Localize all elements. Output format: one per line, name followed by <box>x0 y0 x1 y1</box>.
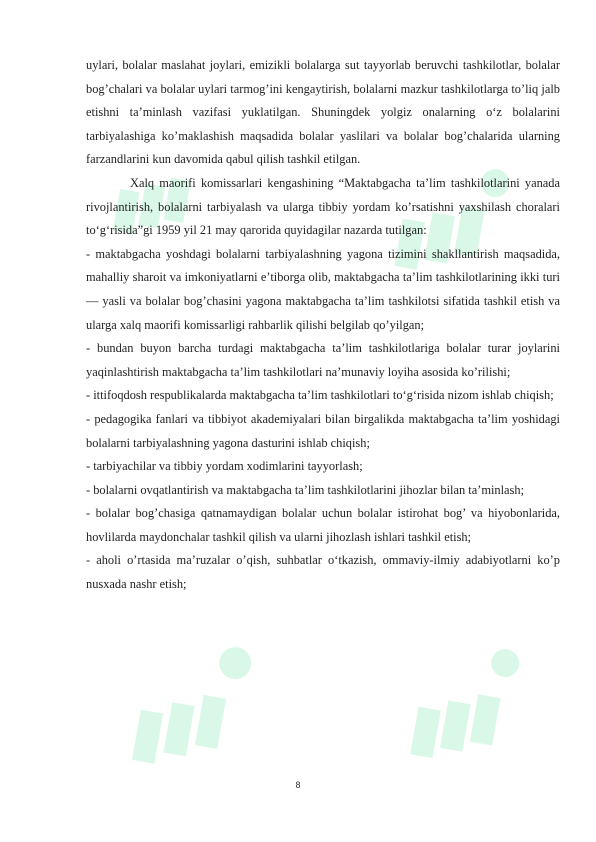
list-item: - aholi o’rtasida ma’ruzalar o’qish, suhbatlar o‘tkazish, ommaviy-ilmiy adabiyotlarni ko’p nusxada nashr etish; <box>86 553 560 592</box>
page-number: 8 <box>295 780 301 790</box>
paragraph-decree-intro: Xalq maorifi komissarlari kengashining “Maktabgacha ta’lim tashkilotlarini yanada rivojlantirish, bolalarni tarbiyalash va ularga tibbiy yordam ko’rsatishni yaxshilash choralari to‘g‘risida”gi 1959 yil 21 may qarorida quyidagilar nazarda tutilgan: <box>86 175 560 238</box>
list-item: - bolalarni ovqatlantirish va maktabgacha ta’lim tashkilotlarini jihozlar bilan ta’minlash; <box>86 482 525 497</box>
watermark-logo-icon <box>370 600 570 800</box>
watermark-logo-icon <box>90 600 310 800</box>
list-item: - tarbiyachilar va tibbiy yordam xodimlarini tayyorlash; <box>86 459 363 474</box>
list-item: - maktabgacha yoshdagi bolalarni tarbiyalashning yagona tizimini shakllantirish maqsadida, mahalliy sharoit va imkoniyatlarni e’tiborga olib, maktabgacha ta’lim tashkilotlarining ikki turi — yasli va bolalar bog’chasini yagona maktabgacha ta’lim tashkilotsi sifatida tashkil etish va ularga xalq maorifi komissarligi rahbarlik qilishi belgilab qo’yilgan; <box>86 246 560 332</box>
document-body <box>86 54 560 597</box>
list-item: - bundan buyon barcha turdagi maktabgacha ta’lim tashkilotlariga bolalar turar joylarini yaqinlashtirish maktabgacha ta’lim tashkilotlari na’munaviy loyiha asosida ko’rilishi; <box>86 341 560 379</box>
list-item: - bolalar bog’chasiga qatnamaydigan bolalar uchun bolalar istirohat bog’ va hiyobonlarida, hovlilarda maydonchalar tashkil qilish va ularni jihozlash ishlari tashkil etish; <box>86 506 560 544</box>
list-item: - pedagogika fanlari va tibbiyot akademiyalari bilan birgalikda maktabgacha ta’lim yoshidagi bolalarni tarbiyalashning yagona dasturini ishlab chiqish; <box>86 411 560 450</box>
paragraph-continued: uylari, bolalar maslahat joylari, emizikli bolalarga sut tayyorlab beruvchi tashkilotlar, bolalar bog’chalari va bolalar uylari tarmog’ini kengaytirish, bolalarni mazkur tashkilotlarga to’liq jalb etishni ta’minlash vazifasi yuklatilgan. Shuningdek yolgiz onalarning o‘z bolalarini tarbiyalashiga ko’maklashish maqsadida bolalar yaslilari va bolalar bog’chalarida ularning farzandlarini kun davomida qabul qilish tashkil etilgan. <box>86 58 560 167</box>
list-item: - ittifoqdosh respublikalarda maktabgacha ta’lim tashkilotlari to‘g‘risida nizom ishlab chiqish; <box>86 388 554 403</box>
